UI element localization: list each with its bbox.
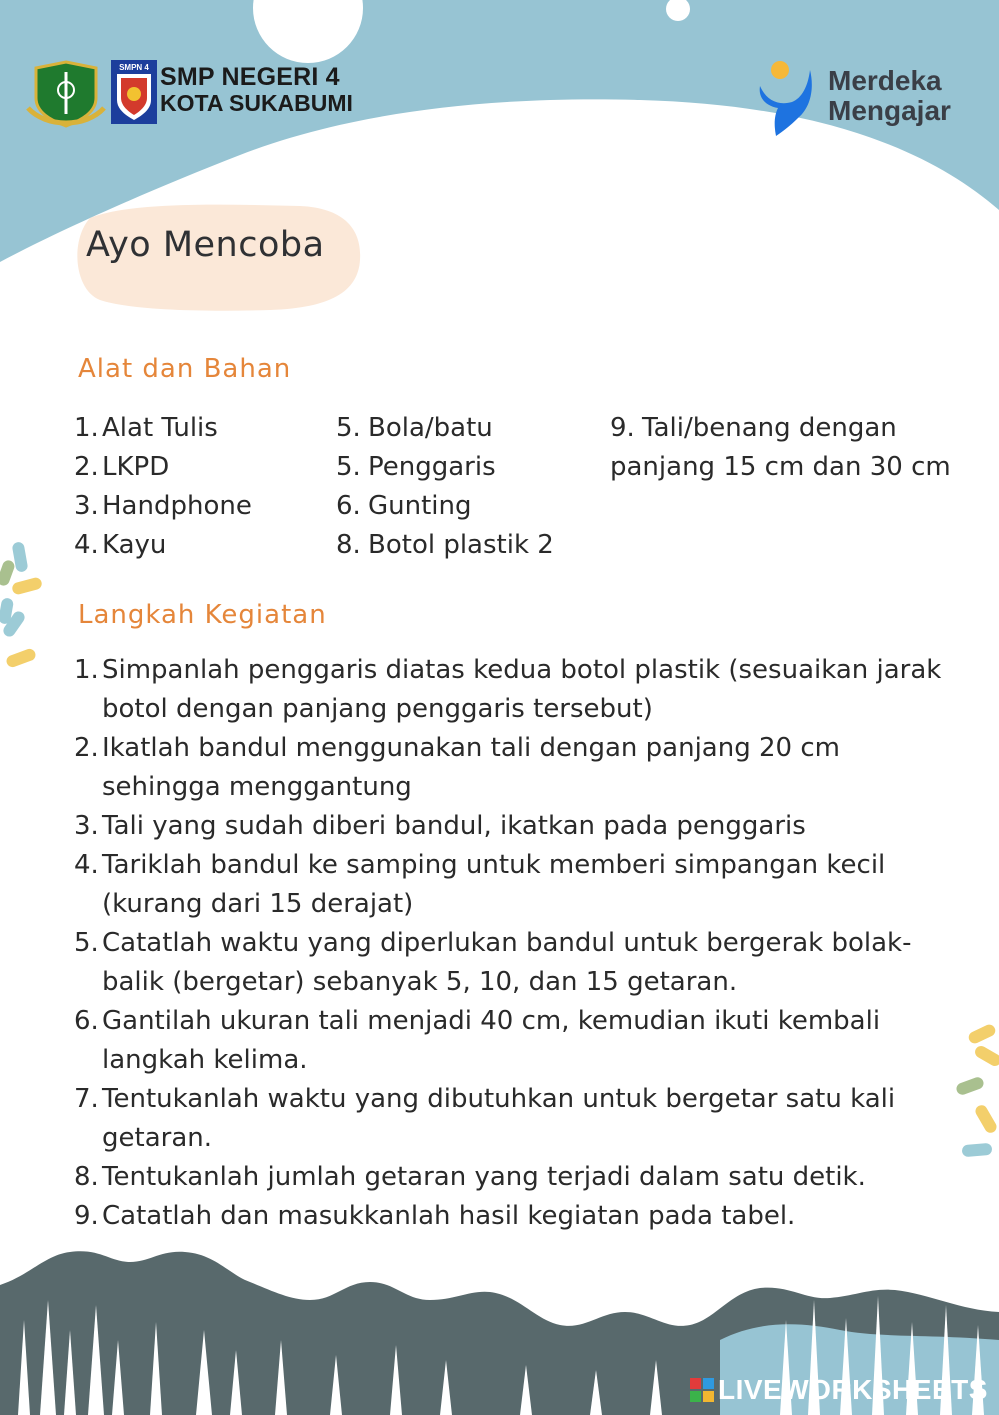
list-item-number: 5. <box>74 928 99 958</box>
materials-column-3 <box>610 409 951 487</box>
materials-heading: Alat dan Bahan <box>78 354 292 384</box>
list-item-number: 6. <box>74 1006 99 1036</box>
materials-column-1 <box>74 409 252 565</box>
list-item-text: Simpanlah penggaris diatas kedua botol plastik (sesuaikan jarak botol dengan panjang penggaris tersebut) <box>102 655 942 724</box>
school-name-line2: KOTA SUKABUMI <box>160 90 353 116</box>
list-item-text: Bola/batu <box>368 413 493 443</box>
list-item <box>610 409 951 448</box>
list-item-text: Tentukanlah jumlah getaran yang terjadi dalam satu detik. <box>102 1162 866 1192</box>
list-item-text: Tali/benang dengan <box>642 413 897 443</box>
list-item-text: Ikatlah bandul menggunakan tali dengan panjang 20 cm sehingga menggantung <box>102 733 840 802</box>
list-item <box>74 448 252 487</box>
list-item-text: panjang 15 cm dan 30 cm <box>610 452 951 482</box>
list-item-number: 8. <box>336 530 361 560</box>
list-item-number: 9. <box>610 413 635 443</box>
school-name-line1: SMP NEGERI 4 <box>160 63 340 91</box>
list-item-text: Tentukanlah waktu yang dibutuhkan untuk bergetar satu kali getaran. <box>102 1084 896 1153</box>
list-item <box>74 526 252 565</box>
list-item-number: 7. <box>74 1084 99 1114</box>
list-item-text: Alat Tulis <box>102 413 218 443</box>
steps-heading: Langkah Kegiatan <box>78 600 327 630</box>
list-item <box>336 448 554 487</box>
list-item <box>336 409 554 448</box>
list-item-number: 4. <box>74 850 99 880</box>
list-item-text: Handphone <box>102 491 252 521</box>
list-item-number: 3. <box>74 491 99 521</box>
list-item <box>336 526 554 565</box>
list-item <box>74 651 964 729</box>
list-item-number: 1. <box>74 413 99 443</box>
school-logo-text: SMPN 4 <box>119 63 149 72</box>
list-item-text: LKPD <box>102 452 170 482</box>
list-item-text: Botol plastik 2 <box>368 530 554 560</box>
brand-name <box>828 66 951 126</box>
list-item-text: Catatlah waktu yang diperlukan bandul untuk bergerak bolak-balik (bergetar) sebanyak 5, 10, dan 15 getaran. <box>102 928 912 997</box>
steps-list <box>74 651 964 1236</box>
school-logo-icon <box>111 60 157 124</box>
list-item <box>74 729 964 807</box>
list-item-text: Kayu <box>102 530 167 560</box>
brand-name-line1: Merdeka <box>828 65 942 96</box>
merdeka-mengajar-logo-icon <box>752 56 822 138</box>
list-item <box>74 487 252 526</box>
left-confetti-decoration <box>0 541 43 669</box>
list-item-number: 5. <box>336 452 361 482</box>
watermark-text: LIVEWORKSHEETS <box>718 1374 988 1405</box>
materials-column-2 <box>336 409 554 565</box>
page-title: Ayo Mencoba <box>86 225 325 265</box>
list-item <box>74 846 964 924</box>
list-item-number: 4. <box>74 530 99 560</box>
list-item-text: Tali yang sudah diberi bandul, ikatkan pada penggaris <box>102 811 806 841</box>
list-item-continuation <box>610 448 951 487</box>
list-item <box>74 807 964 846</box>
list-item <box>74 1002 964 1080</box>
list-item-text: Gantilah ukuran tali menjadi 40 cm, kemudian ikuti kembali langkah kelima. <box>102 1006 881 1075</box>
list-item-number: 5. <box>336 413 361 443</box>
list-item <box>336 487 554 526</box>
list-item-number: 2. <box>74 733 99 763</box>
list-item-text: Gunting <box>368 491 472 521</box>
brand-name-line2: Mengajar <box>828 95 951 126</box>
list-item-text: Catatlah dan masukkanlah hasil kegiatan pada tabel. <box>102 1201 796 1231</box>
list-item-number: 6. <box>336 491 361 521</box>
school-name <box>160 64 353 116</box>
list-item-number: 3. <box>74 811 99 841</box>
list-item-number: 2. <box>74 452 99 482</box>
list-item-number: 8. <box>74 1162 99 1192</box>
list-item-text: Penggaris <box>368 452 496 482</box>
list-item <box>74 1197 964 1236</box>
list-item <box>74 924 964 1002</box>
list-item <box>74 1080 964 1158</box>
list-item <box>74 1158 964 1197</box>
list-item-number: 9. <box>74 1201 99 1231</box>
list-item-text: Tariklah bandul ke samping untuk memberi simpangan kecil (kurang dari 15 derajat) <box>102 850 886 919</box>
list-item <box>74 409 252 448</box>
list-item-number: 1. <box>74 655 99 685</box>
liveworksheets-logo-icon <box>690 1378 714 1402</box>
city-crest-icon <box>26 58 106 128</box>
